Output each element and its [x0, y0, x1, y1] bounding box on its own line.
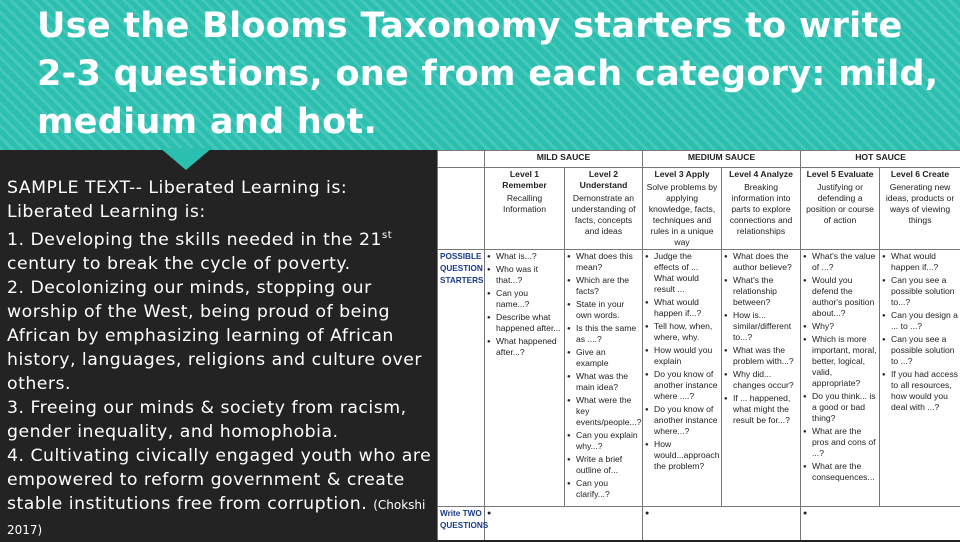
blooms-table-image — [437, 150, 960, 540]
starter-item: ● What is...? — [496, 251, 562, 262]
starter-item: ● Give an example — [576, 347, 640, 369]
starter-item: ● Judge the effects of ... What would result ... — [654, 251, 719, 295]
starter-item: ● What does the author believe? — [733, 251, 798, 273]
citation: (Chokshi 2017) — [7, 498, 425, 537]
starter-item: ● What happened after...? — [496, 336, 562, 358]
starter-item: ● Why did... changes occur? — [733, 369, 798, 391]
starter-item: ● Write a brief outline of... — [576, 454, 640, 476]
starter-item: ● What would happen if...? — [654, 297, 719, 319]
starter-item: ● What were the key events/people...? — [576, 395, 640, 428]
level-cell: Level 3 Apply Solve problems by applying knowledge, facts, techniques and rules in a unique way — [643, 168, 722, 250]
starter-list — [882, 251, 958, 413]
starter-item: ● How would you explain — [654, 345, 719, 367]
levels-row — [438, 168, 960, 250]
starter-item: ● State in your own words. — [576, 299, 640, 321]
starter-item: ● Can you see a possible solution to ...? — [891, 334, 958, 367]
starter-item: ● If you had access to all resources, how would you deal with ...? — [891, 369, 958, 413]
starter-item: ● Do you think... is a good or bad thing? — [812, 391, 877, 424]
starter-item: ● Can you see a possible solution to...? — [891, 275, 958, 308]
starter-item: ● Do you know of another instance where...? — [654, 404, 719, 437]
starter-item: ● Who was it that...? — [496, 264, 562, 286]
sample-text-panel — [7, 176, 432, 542]
starter-item: ● What are the pros and cons of ...? — [812, 426, 877, 459]
starter-item: ● What was the main idea? — [576, 371, 640, 393]
starter-item: ● Do you know of another instance where ....? — [654, 369, 719, 402]
level-cell: Level 4 Analyze Breaking information into parts to explore connections and relationships — [722, 168, 801, 250]
write-bullet: ● — [643, 507, 801, 541]
starter-item: ● What's the relationship between? — [733, 275, 798, 308]
level-cell: Level 1 Remember Recalling Information — [485, 168, 565, 250]
sample-item-1: 1. Developing the skills needed in the 21st century to break the cycle of poverty. — [7, 224, 432, 276]
starter-item: ● What would happen if...? — [891, 251, 958, 273]
starter-list — [487, 251, 562, 358]
starter-item: ● Is this the same as ....? — [576, 323, 640, 345]
title-banner — [0, 0, 960, 150]
starter-item: ● If ... happened, what might the result be for...? — [733, 393, 798, 426]
starter-item: ● Can you design a ... to ...? — [891, 310, 958, 332]
starter-item: ● What does this mean? — [576, 251, 640, 273]
starter-list — [645, 251, 719, 472]
starter-item: ● Tell how, when, where, why. — [654, 321, 719, 343]
mild-sauce-header: MILD SAUCE — [485, 151, 643, 168]
starter-item: ● Which is more important, moral, better, logical, valid, appropriate? — [812, 334, 877, 389]
write-two-questions-label: Write TWO QUESTIONS — [438, 507, 485, 541]
write-questions-row — [438, 507, 960, 541]
starter-item: ● What's the value of ...? — [812, 251, 877, 273]
sample-heading: SAMPLE TEXT-- Liberated Learning is: — [7, 176, 432, 200]
medium-sauce-header: MEDIUM SAUCE — [643, 151, 801, 168]
starter-item: ● Which are the facts? — [576, 275, 640, 297]
starter-item: ● How is... similar/different to...? — [733, 310, 798, 343]
write-bullet: ● — [801, 507, 960, 541]
sample-subheading: Liberated Learning is: — [7, 200, 432, 224]
sauce-header-row — [438, 151, 960, 168]
sample-item-2: 2. Decolonizing our minds, stopping our worship of the West, being proud of being African by emphasizing learning of African history, languages, religions and culture over others. — [7, 276, 432, 396]
starter-item: ● What are the consequences... — [812, 461, 877, 483]
starter-item: ● Describe what happened after... — [496, 312, 562, 334]
starter-list — [724, 251, 798, 426]
level-cell: Level 6 Create Generating new ideas, products or ways of viewing things — [880, 168, 960, 250]
blooms-taxonomy-table — [437, 150, 960, 540]
sample-item-3: 3. Freeing our minds & society from racism, gender inequality, and homophobia. — [7, 396, 432, 444]
hot-sauce-header: HOT SAUCE — [801, 151, 960, 168]
starter-list — [803, 251, 877, 483]
level-cell: Level 2 Understand Demonstrate an understanding of facts, concepts and ideas — [565, 168, 643, 250]
sample-item-4: 4. Cultivating civically engaged youth who are empowered to reform government & create stable institutions free from corruption. (Chokshi 2017) — [7, 444, 432, 542]
starter-item: ● Would you defend the author's position about...? — [812, 275, 877, 319]
starter-item: ● How would...approach the problem? — [654, 439, 719, 472]
starters-row — [438, 250, 960, 507]
starter-list — [567, 251, 640, 500]
starter-item: ● Can you name...? — [496, 288, 562, 310]
write-bullet: ● — [485, 507, 643, 541]
level-cell: Level 5 Evaluate Justifying or defending a position or course of action — [801, 168, 880, 250]
starter-item: ● What was the problem with...? — [733, 345, 798, 367]
starter-item: ● Can you explain why...? — [576, 430, 640, 452]
banner-notch — [160, 148, 212, 170]
starter-item: ● Can you clarify...? — [576, 478, 640, 500]
possible-question-starters-label: POSSIBLE QUESTION STARTERS — [438, 250, 485, 507]
slide-title: Use the Blooms Taxonomy starters to write 2-3 questions, one from each category: mild, medium and hot. — [37, 2, 942, 146]
starter-item: ● Why? — [812, 321, 877, 332]
